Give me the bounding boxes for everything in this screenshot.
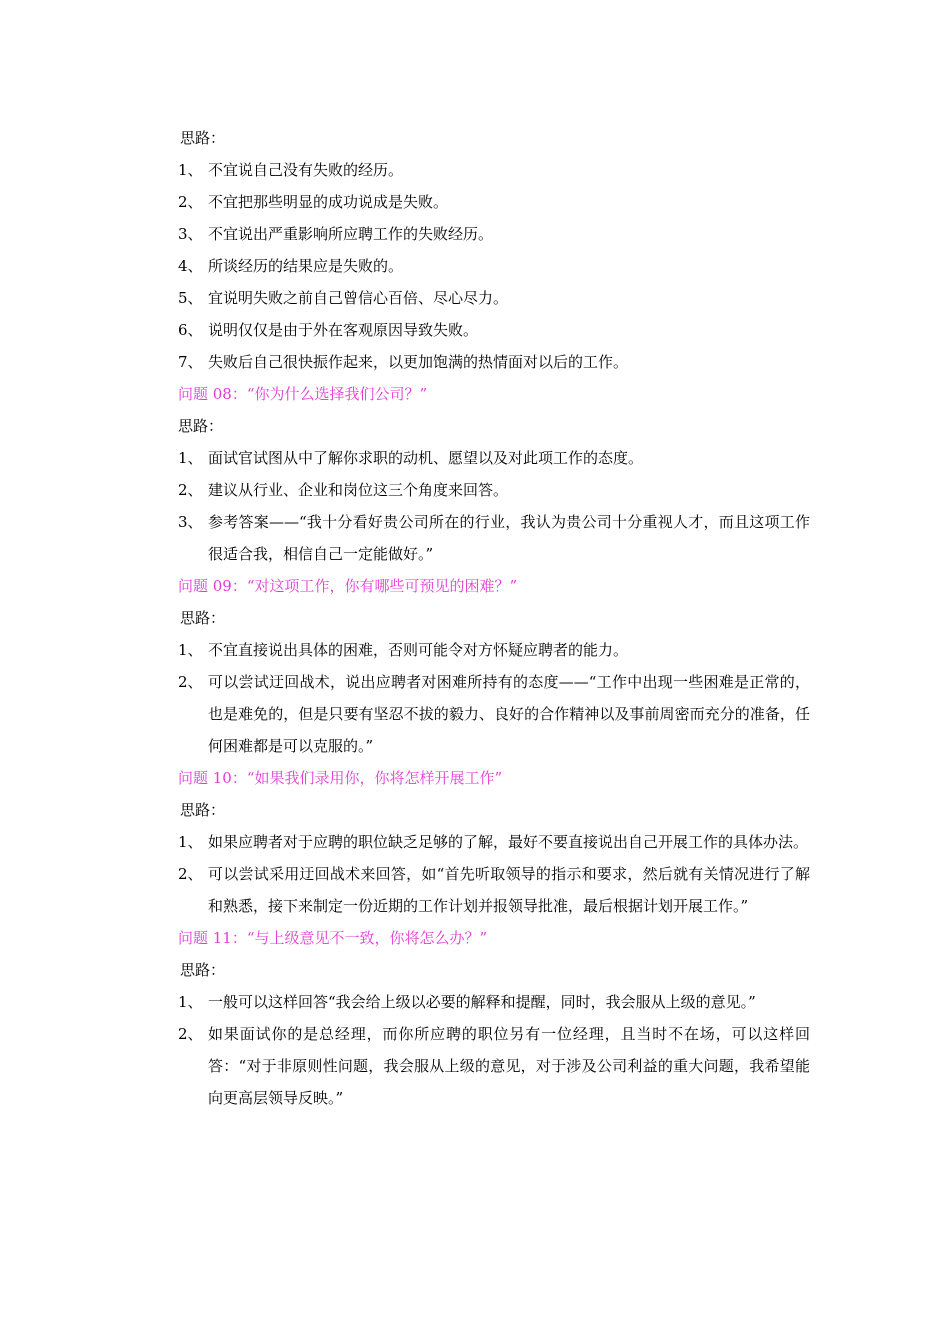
item-text: 面试官试图从中了解你求职的动机、愿望以及对此项工作的态度。 <box>208 449 644 467</box>
list-item <box>178 634 810 666</box>
item-number: 2、 <box>178 673 203 691</box>
item-number: 1、 <box>178 449 203 467</box>
item-text: 建议从行业、企业和岗位这三个角度来回答。 <box>208 481 509 499</box>
item-number: 3、 <box>178 513 203 531</box>
item-text: 如果应聘者对于应聘的职位缺乏足够的了解，最好不要直接说出自己开展工作的具体办法。 <box>208 833 809 851</box>
item-number: 7、 <box>178 353 203 371</box>
item-number: 3、 <box>178 225 203 243</box>
list-item <box>178 186 810 218</box>
item-number: 4、 <box>178 257 203 275</box>
list-item <box>178 282 810 314</box>
item-number: 5、 <box>178 289 203 307</box>
thinking-label: 思路： <box>178 417 224 435</box>
item-text: 参考答案——“我十分看好贵公司所在的行业，我认为贵公司十分重视人才，而且这项工作很适合我，相信自己一定能做好。” <box>208 513 810 563</box>
list-item <box>178 506 810 570</box>
thinking-label: 思路： <box>180 129 226 147</box>
item-text: 宜说明失败之前自己曾信心百倍、尽心尽力。 <box>208 289 509 307</box>
question-heading-11: 问题 11：“与上级意见不一致，你将怎么办？” <box>178 929 488 947</box>
item-text: 可以尝试迂回战术，说出应聘者对困难所持有的态度——“工作中出现一些困难是正常的，也是难免的，但是只要有坚忍不拔的毅力、良好的合作精神以及事前周密而充分的准备，任何困难都是可以克服的。” <box>208 673 810 755</box>
item-text: 不宜说自己没有失败的经历。 <box>208 161 404 179</box>
item-number: 2、 <box>178 193 203 211</box>
thinking-label: 思路： <box>180 961 226 979</box>
list-item <box>178 154 810 186</box>
item-number: 2、 <box>178 865 203 883</box>
item-text: 一般可以这样回答“我会给上级以必要的解释和提醒，同时，我会服从上级的意见。” <box>208 993 756 1011</box>
question-heading-08: 问题 08：“你为什么选择我们公司？” <box>178 385 428 403</box>
question-heading-10: 问题 10：“如果我们录用你，你将怎样开展工作” <box>178 769 503 787</box>
list-item <box>178 666 810 762</box>
list-item <box>178 250 810 282</box>
item-text: 如果面试你的是总经理，而你所应聘的职位另有一位经理，且当时不在场，可以这样回答：“对于非原则性问题，我会服从上级的意见，对于涉及公司利益的重大问题，我希望能向更高层领导反映。” <box>208 1025 810 1107</box>
list-item <box>178 218 810 250</box>
list-item <box>178 986 810 1018</box>
list-item <box>178 346 810 378</box>
item-text: 所谈经历的结果应是失败的。 <box>208 257 404 275</box>
thinking-label: 思路： <box>180 609 226 627</box>
list-item <box>178 858 810 922</box>
item-number: 1、 <box>178 833 203 851</box>
thinking-label: 思路： <box>180 801 226 819</box>
list-item <box>178 314 810 346</box>
item-text: 不宜直接说出具体的困难，否则可能令对方怀疑应聘者的能力。 <box>208 641 629 659</box>
item-number: 1、 <box>178 641 203 659</box>
question-heading-09: 问题 09：“对这项工作，你有哪些可预见的困难？” <box>178 577 518 595</box>
document-page <box>178 122 810 1114</box>
item-number: 2、 <box>178 481 203 499</box>
item-text: 说明仅仅是由于外在客观原因导致失败。 <box>208 321 479 339</box>
item-text: 失败后自己很快振作起来，以更加饱满的热情面对以后的工作。 <box>208 353 629 371</box>
item-number: 2、 <box>178 1025 203 1043</box>
list-item <box>178 474 810 506</box>
item-text: 可以尝试采用迂回战术来回答，如“首先听取领导的指示和要求，然后就有关情况进行了解和熟悉，接下来制定一份近期的工作计划并报领导批准，最后根据计划开展工作。” <box>208 865 810 915</box>
list-item <box>178 1018 810 1114</box>
item-text: 不宜把那些明显的成功说成是失败。 <box>208 193 449 211</box>
item-text: 不宜说出严重影响所应聘工作的失败经历。 <box>208 225 494 243</box>
item-number: 1、 <box>178 161 203 179</box>
list-item <box>178 826 810 858</box>
item-number: 1、 <box>178 993 203 1011</box>
list-item <box>178 442 810 474</box>
item-number: 6、 <box>178 321 203 339</box>
